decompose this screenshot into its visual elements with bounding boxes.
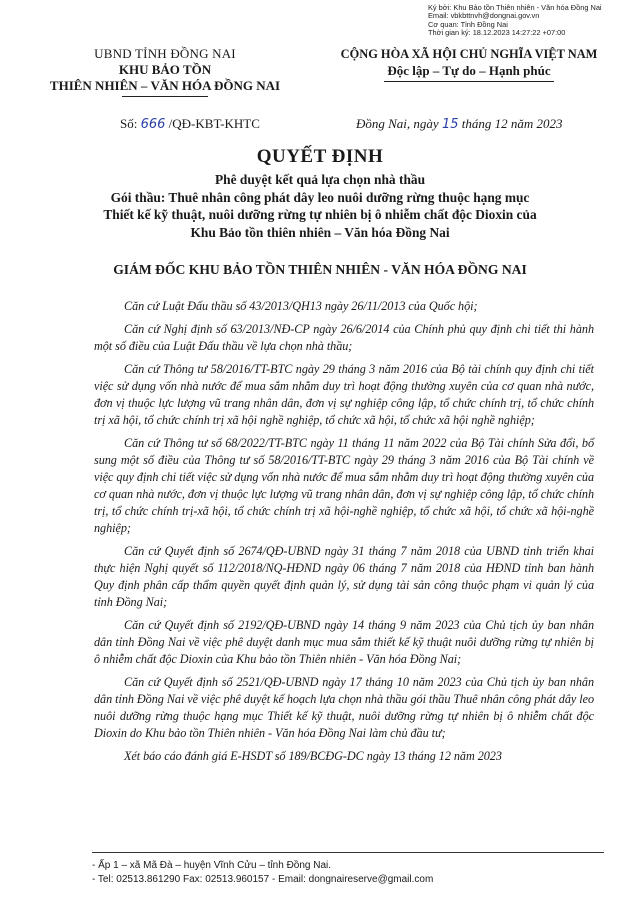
subtitle-line: Phê duyệt kết quả lựa chọn nhà thầu xyxy=(214,172,426,187)
motto-underline xyxy=(384,81,554,82)
page-footer xyxy=(92,852,612,887)
agency-underline xyxy=(122,96,208,97)
digital-signature-block xyxy=(428,4,638,38)
legal-basis-paragraph: Căn cứ Nghị định số 63/2013/NĐ-CP ngày 26/6/2014 của Chính phủ quy định chi tiết thi hành một số điều của Luật Đấu thầu về lựa chọn nhà thầu; xyxy=(94,322,594,353)
legal-basis-paragraph: Căn cứ Thông tư số 68/2022/TT-BTC ngày 11 tháng 11 năm 2022 của Bộ Tài chính Sửa đổi, bổ sung một số điều của Thông tư số 58/2016/TT-BTC ngày 29 tháng 3 năm 2016 của Bộ Tài chính về việc quy định chi tiết việc sử dụng vốn nhà nước để mua sắm nhằm duy trì hoạt động thường xuyên của cơ quan nhà nước, đơn vị thuộc lực lượng vũ trang nhân dân, đơn vị sự nghiệp công lập, tổ chức chính trị, tổ chức chính trị-xã hội, tổ chức chính trị xã hội-nghề nghiệp, tổ chức xã hội, tổ chức xã hội-nghề nghiệp; xyxy=(94,436,594,535)
legal-basis-paragraph: Xét báo cáo đánh giá E-HSDT số 189/BCĐG-DC ngày 13 tháng 12 năm 2023 xyxy=(124,749,502,763)
legal-basis-paragraph: Căn cứ Luật Đấu thầu số 43/2013/QH13 ngày 26/11/2013 của Quốc hội; xyxy=(124,299,478,313)
national-motto: Độc lập – Tự do – Hạnh phúc xyxy=(387,63,551,78)
national-motto-header xyxy=(320,46,618,82)
subtitle-line: Khu Bảo tồn thiên nhiên – Văn hóa Đồng Nai xyxy=(190,224,450,240)
country-name: CỘNG HÒA XÃ HỘI CHỦ NGHĨA VIỆT NAM xyxy=(340,47,598,61)
document-number-prefix: Số: xyxy=(120,116,141,131)
signature-signer: Ký bởi: Khu Bảo tồn Thiên nhiên - Văn hóa Đồng Nai xyxy=(428,4,602,12)
signature-agency: Cơ quan: Tỉnh Đồng Nai xyxy=(428,20,508,29)
issuing-agency-header xyxy=(40,46,290,97)
footer-divider xyxy=(92,852,604,853)
legal-basis-paragraph: Căn cứ Quyết định số 2192/QĐ-UBND ngày 14 tháng 9 năm 2023 của Chủ tịch ủy ban nhân dân tỉnh Đồng Nai về việc phê duyệt danh mục mua sắm thiết kế kỹ thuật nuôi dưỡng rừng tự nhiên bị ô nhiễm chất độc Dioxin của Khu bảo tồn Thiên nhiên - Văn hóa Đồng Nai; xyxy=(94,618,594,666)
agency-name-line2: THIÊN NHIÊN – VĂN HÓA ĐỒNG NAI xyxy=(49,78,281,93)
document-title: QUYẾT ĐỊNH xyxy=(256,146,384,167)
footer-contact: - Tel: 02513.861290 Fax: 02513.960157 - Email: dongnaireserve@gmail.com xyxy=(92,874,434,885)
legal-basis-paragraph: Căn cứ Thông tư 58/2016/TT-BTC ngày 29 tháng 3 năm 2016 của Bộ tài chính quy định chi tiết việc sử dụng vốn nhà nước để mua sắm nhằm duy trì hoạt động thường xuyên của cơ quan nhà nước, đơn vị thuộc lực lượng vũ trang nhân dân, đơn vị sự nghiệp công lập, tổ chức chính trị, tổ chức chính trị xã hội, tổ chức chính trị xã hội nghề nghiệp, tổ chức xã hội, tổ chức xã hội nghề nghiệp; xyxy=(94,362,594,427)
document-date xyxy=(356,116,563,132)
signature-email: Email: vbkbttnvh@dongnai.gov.vn xyxy=(428,12,540,21)
legal-basis-paragraph: Căn cứ Quyết định số 2521/QĐ-UBND ngày 17 tháng 10 năm 2023 của Chủ tịch ủy ban nhân dân tỉnh Đồng Nai về việc phê duyệt kế hoạch lựa chọn nhà thầu gói thầu Thuê nhân công phát dây leo nuôi dưỡng rừng thuộc hạng mục Thiết kế kỹ thuật, nuôi dưỡng rừng tự nhiên bị ô nhiễm chất độc Dioxin do Khu bảo tồn Thiên nhiên - Văn hóa Đồng Nai làm chủ đầu tư; xyxy=(94,675,594,740)
footer-address: - Ấp 1 – xã Mã Đà – huyện Vĩnh Cửu – tỉnh Đồng Nai. xyxy=(92,860,332,871)
agency-parent: UBND TỈNH ĐỒNG NAI xyxy=(94,46,236,61)
document-number-suffix: /QĐ-KBT-KHTC xyxy=(165,116,260,131)
document-number-handwritten: 666 xyxy=(140,117,166,132)
document-date-day-handwritten: 15 xyxy=(441,117,459,132)
document-number xyxy=(120,116,260,132)
legal-basis-paragraph: Căn cứ Quyết định số 2674/QĐ-UBND ngày 31 tháng 7 năm 2018 của UBND tỉnh triển khai thực hiện Nghị quyết số 112/2018/NQ-HĐND ngày 06 tháng 7 năm 2018 của HĐND tỉnh ban hành Quy định phân cấp thẩm quyền quyết định quản lý, sử dụng tài sản công thuộc phạm vi quản lý của tỉnh Đồng Nai; xyxy=(94,544,594,609)
subtitle-line: Thiết kế kỹ thuật, nuôi dưỡng rừng tự nhiên bị ô nhiễm chất độc Dioxin của xyxy=(103,207,537,222)
signature-time: Thời gian ký: 18.12.2023 14:27:22 +07:00 xyxy=(428,29,566,38)
document-date-prefix: Đồng Nai, ngày xyxy=(356,116,442,131)
issuing-authority: GIÁM ĐỐC KHU BẢO TỒN THIÊN NHIÊN - VĂN HÓA ĐỒNG NAI xyxy=(113,262,527,277)
document-subtitle xyxy=(40,171,600,241)
subtitle-line: Gói thầu: Thuê nhân công phát dây leo nuôi dưỡng rừng thuộc hạng mục xyxy=(110,189,530,205)
agency-name-line1: KHU BẢO TỒN xyxy=(118,62,212,77)
legal-basis-section xyxy=(94,298,594,771)
document-date-suffix: tháng 12 năm 2023 xyxy=(458,116,563,131)
